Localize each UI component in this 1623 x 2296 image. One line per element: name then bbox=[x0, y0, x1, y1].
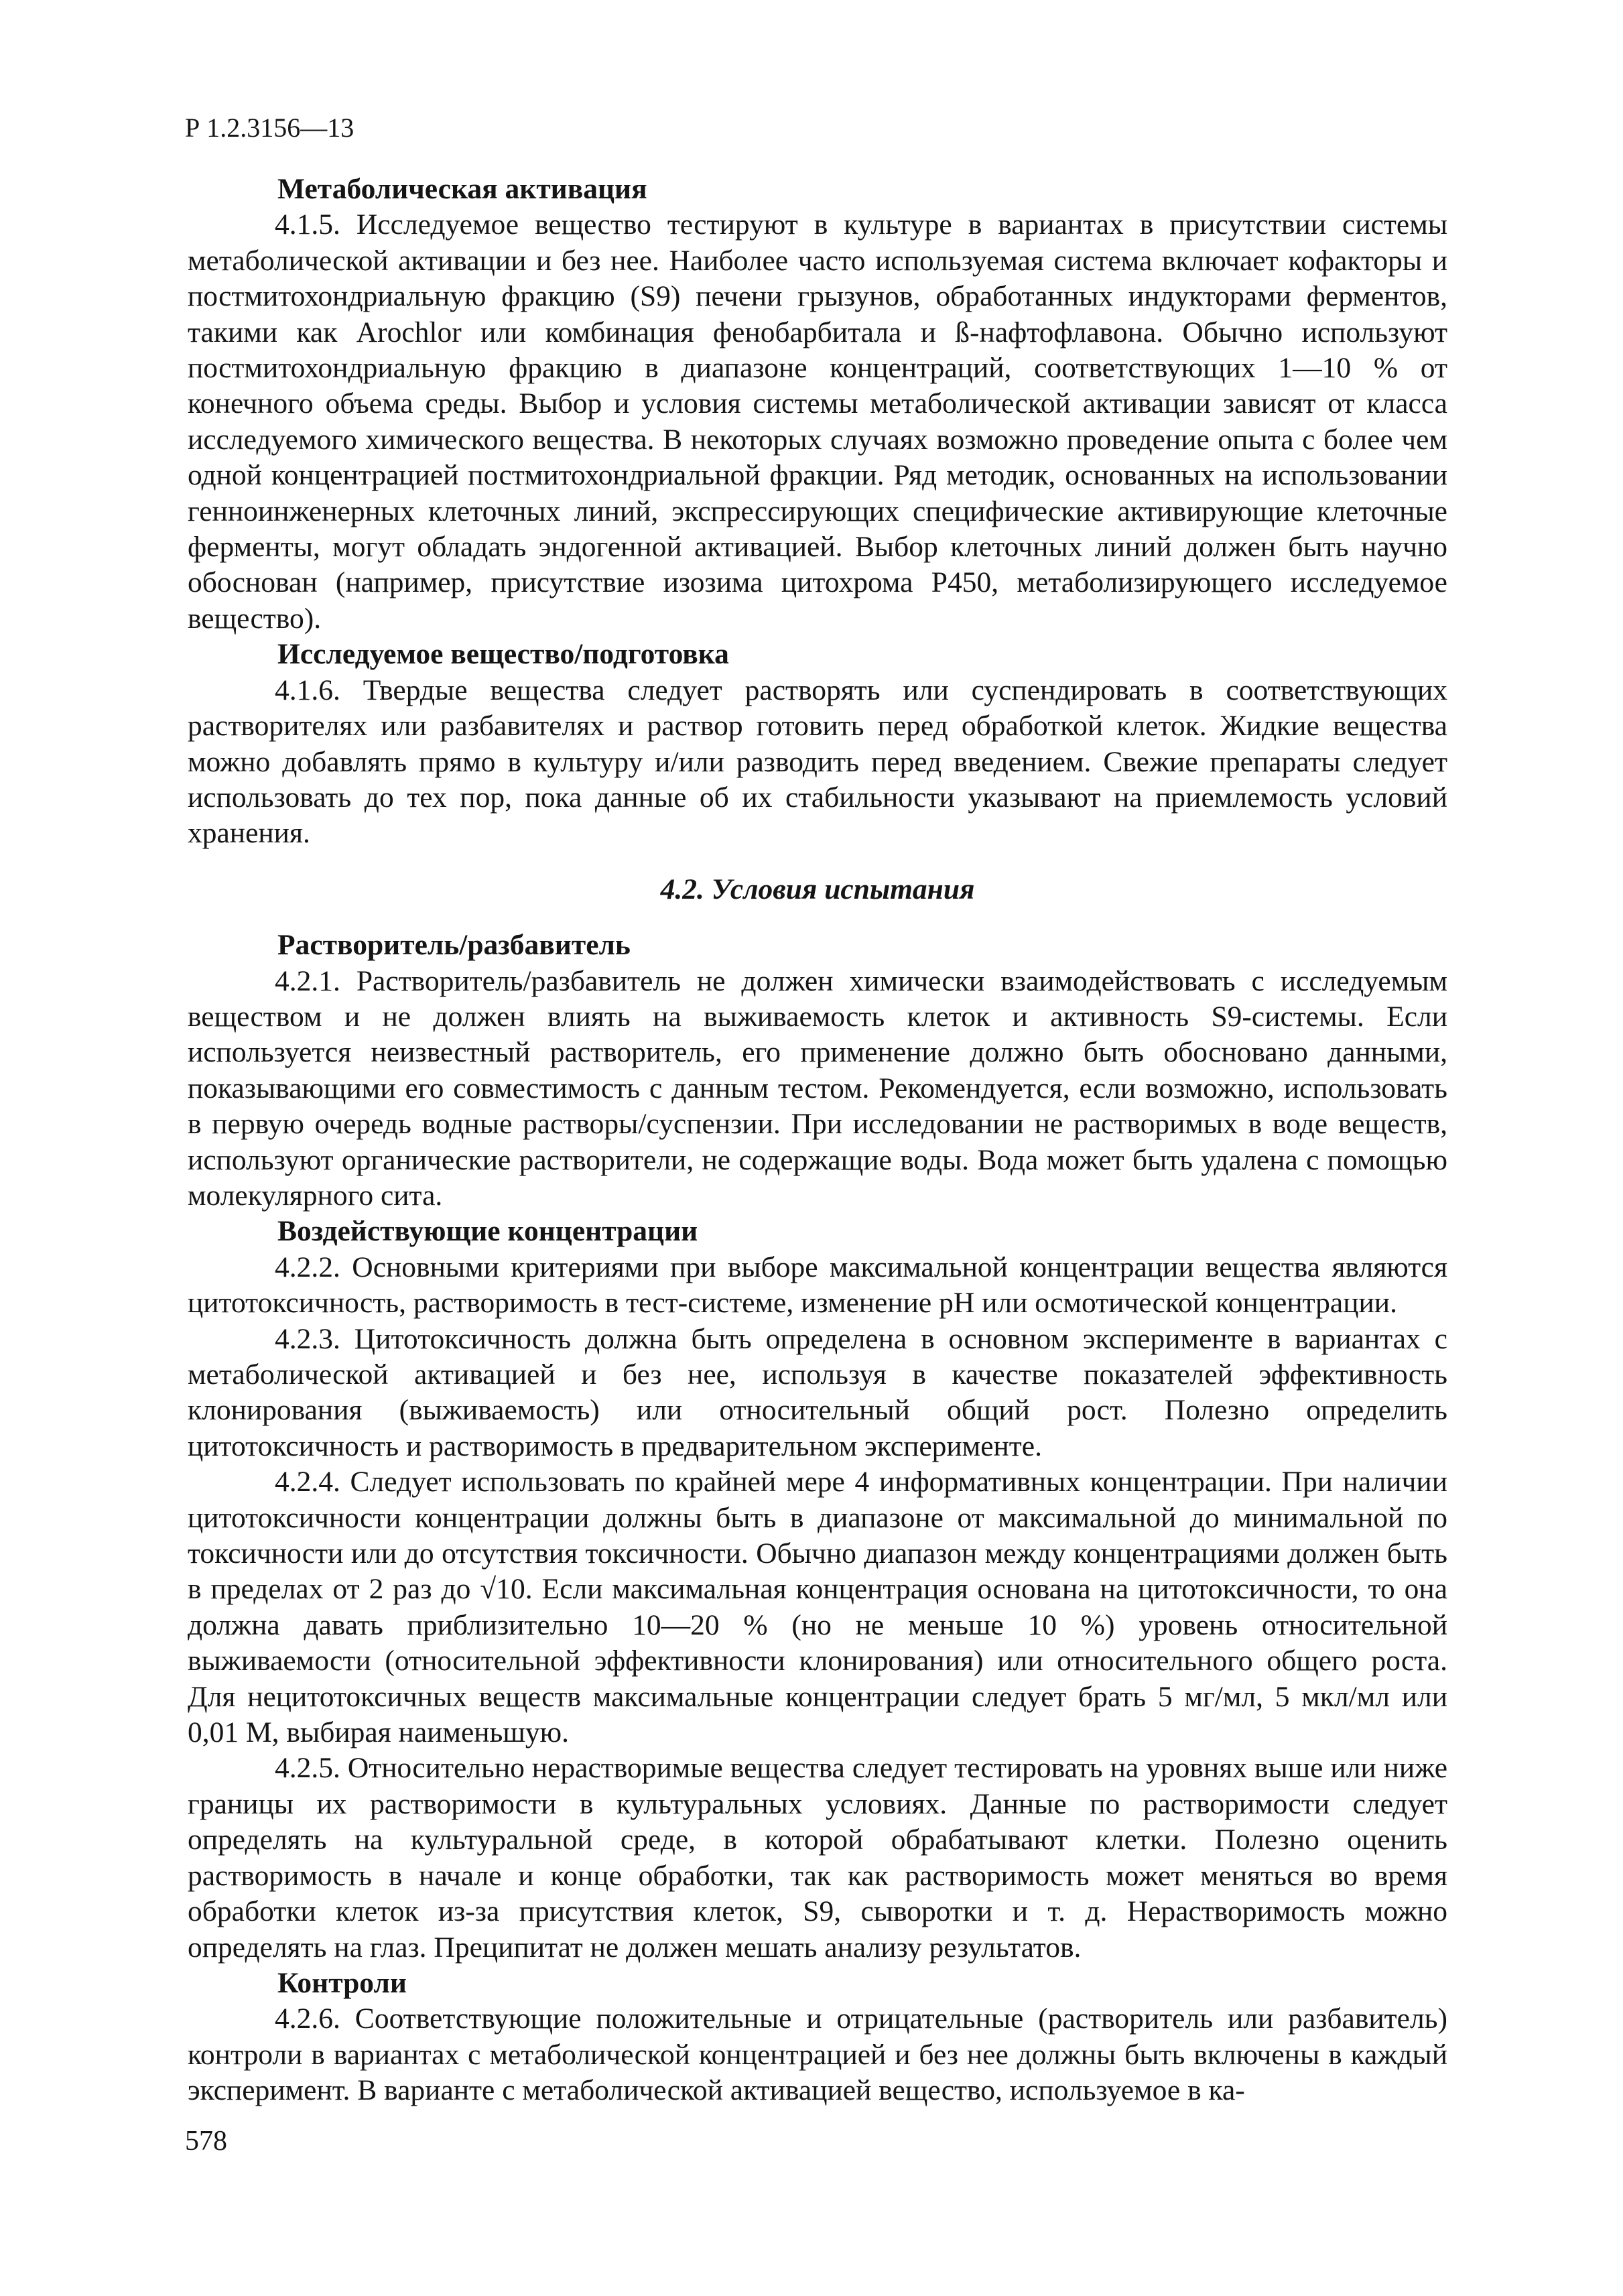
document-code: Р 1.2.3156—13 bbox=[185, 113, 354, 143]
paragraph-4-2-4: 4.2.4. Следует использовать по крайней мере 4 информативных концентрации. При наличии цитотоксичности концентрации должны быть в диапазоне от максимальной до минимальной по токсичности или до отсутствия токсичности. Обычно диапазон между концентрациями должен быть в пределах от 2 раз до √10. Если максимальная концентрация основана на цитотоксичности, то она должна давать приблизительно 10—20 % (но не меньше 10 %) уровень относительной выживаемости (относительной эффективности клонирования) или относительного общего роста. Для нецитотоксичных веществ максимальные концентрации следует брать 5 мг/мл, 5 мкл/мл или 0,01 М, выбирая наименьшую. bbox=[188, 1466, 1447, 1749]
document-body bbox=[188, 172, 1447, 2109]
heading-controls: Контроли bbox=[277, 1966, 407, 1999]
heading-test-substance: Исследуемое вещество/подготовка bbox=[277, 638, 729, 671]
paragraph-4-2-3: 4.2.3. Цитотоксичность должна быть определена в основном эксперименте в вариантах с метаболической активацией и без нее, используя в качестве показателей эффективность клонирования (выживаемость) или относительный общий рост. Полезно определить цитотоксичность и растворимость в предварительном эксперименте. bbox=[188, 1322, 1447, 1462]
heading-metabolic-activation: Метаболическая активация bbox=[277, 173, 647, 205]
paragraph-4-1-6: 4.1.6. Твердые вещества следует растворять или суспендировать в соответствующих растворителях или разбавителях и раствор готовить перед обработкой клеток. Жидкие вещества можно добавлять прямо в культуру и/или разводить перед введением. Свежие препараты следует использовать до тех пор, пока данные об их стабильности указывают на приемлемость условий хранения. bbox=[188, 674, 1447, 850]
paragraph-4-2-2: 4.2.2. Основными критериями при выборе максимальной концентрации вещества являются цитотоксичность, растворимость в тест-системе, изменение pH или осмотической концентрации. bbox=[188, 1251, 1447, 1320]
paragraph-4-2-1: 4.2.1. Растворитель/разбавитель не должен химически взаимодействовать с исследуемым веществом и не должен влиять на выживаемость клеток и активность S9-системы. Если используется неизвестный растворитель, его применение должно быть обосновано данными, показывающими его совместимость с данным тестом. Рекомендуется, если возможно, использовать в первую очередь водные растворы/суспензии. При исследовании не растворимых в воде веществ, используют органические растворители, не содержащие воды. Вода может быть удалена с помощью молекулярного сита. bbox=[188, 964, 1447, 1212]
heading-exposure-concentrations: Воздействующие концентрации bbox=[277, 1215, 698, 1248]
section-title-test-conditions: 4.2. Условия испытания bbox=[660, 873, 975, 905]
paragraph-4-2-5: 4.2.5. Относительно нерастворимые вещества следует тестировать на уровнях выше или ниже границы их растворимости в культуральных условиях. Данные по растворимости следует определять на культуральной среде, в которой обрабатывают клетки. Полезно оценить растворимость в начале и конце обработки, так как растворимость может меняться во время обработки клеток из-за присутствия клеток, S9, сыворотки и т. д. Нерастворимость можно определять на глаз. Преципитат не должен мешать анализу результатов. bbox=[188, 1752, 1447, 1964]
heading-solvent: Растворитель/разбавитель bbox=[277, 929, 631, 962]
page-number: 578 bbox=[185, 2126, 227, 2157]
paragraph-4-2-6: 4.2.6. Соответствующие положительные и отрицательные (растворитель или разбавитель) контроли в вариантах с метаболической концентрацией и без нее должны быть включены в каждый эксперимент. В варианте с метаболической активацией вещество, используемое в ка- bbox=[188, 2002, 1447, 2107]
paragraph-4-1-5: 4.1.5. Исследуемое вещество тестируют в культуре в вариантах в присутствии системы метаболической активации и без нее. Наиболее часто используемая система включает кофакторы и постмитохондриальную фракцию (S9) печени грызунов, обработанных индукторами ферментов, такими как Arochlor или комбинация фенобарбитала и ß-нафтофлавона. Обычно используют постмитохондриальную фракцию в диапазоне концентраций, соответствующих 1—10 % от конечного объема среды. Выбор и условия системы метаболической активации зависят от класса исследуемого химического вещества. В некоторых случаях возможно проведение опыта с более чем одной концентрацией постмитохондриальной фракции. Ряд методик, основанных на использовании генноинженерных клеточных линий, экспрессирующих специфические активирующие клеточные ферменты, могут обладать эндогенной активацией. Выбор клеточных линий должен быть научно обоснован (например, присутствие изозима цитохрома Р450, метаболизирующего исследуемое вещество). bbox=[188, 208, 1447, 635]
